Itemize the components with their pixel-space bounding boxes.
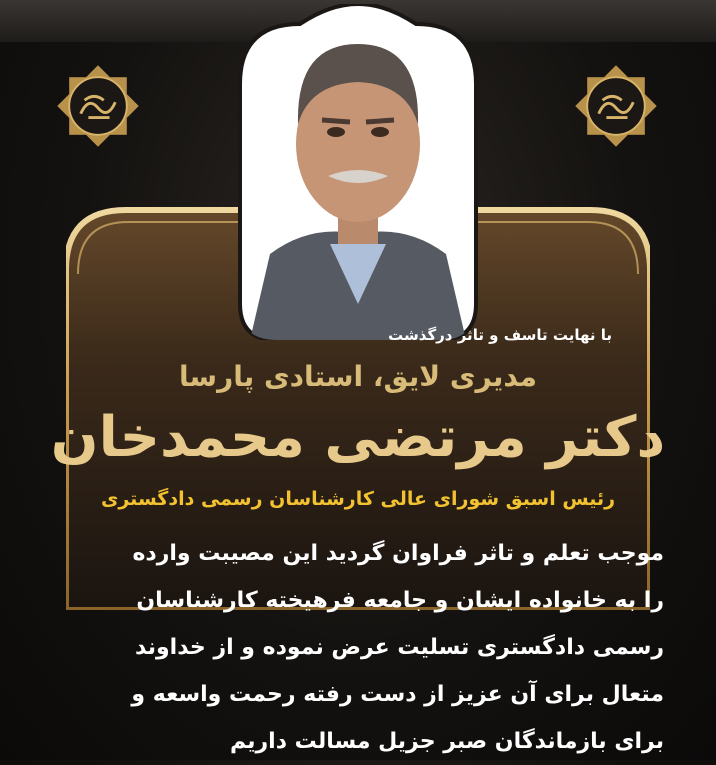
role-description: مدیری لایق، استادی پارسا: [179, 360, 537, 393]
message-line: برای بازماندگان صبر جزیل مسالت داریم: [229, 729, 664, 754]
message-line: متعال برای آن عزیز از دست رفته رحمت واسعه و: [131, 682, 664, 707]
calligraphy-emblem-left: [50, 58, 146, 154]
condolence-message: [60, 530, 664, 765]
calligraphy-emblem-right: [568, 58, 664, 154]
deceased-name: دکتر مرتضی محمدخان: [50, 405, 666, 470]
message-line: رسمی دادگستری تسلیت عرض نموده و از خداوند: [135, 635, 664, 660]
position-title: رئیس اسبق شورای عالی کارشناسان رسمی دادگستری: [100, 488, 616, 510]
condolence-caption: با نهایت تاسف و تاثر درگذشت: [388, 326, 612, 344]
portrait-photo: [210, 4, 506, 340]
message-line: موجب تعلم و تاثر فراوان گردید این مصیبت وارده: [132, 541, 664, 566]
message-line: را به خانواده ایشان و جامعه فرهیخته کارشناسان: [136, 588, 664, 613]
